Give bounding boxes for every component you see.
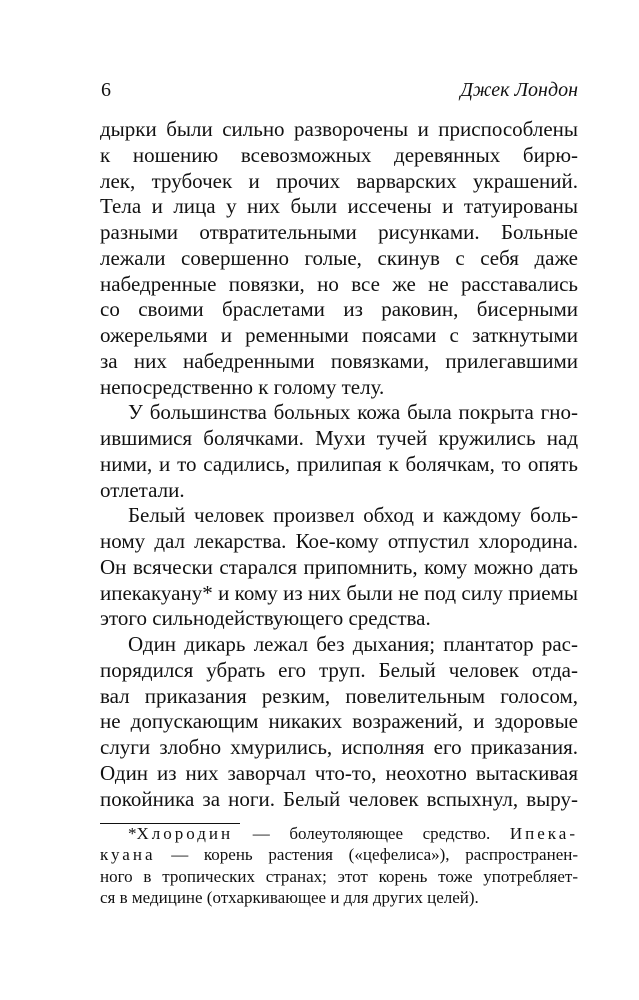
text-line: Тела и лица у них были иссечены и татуированы [100, 194, 578, 219]
running-head [100, 77, 578, 103]
footnote-line: ного в тропических странах; этот корень тоже употребляет- [100, 866, 578, 886]
text-line: разными отвратительными рисунками. Больные [100, 220, 578, 244]
footnote-marker: * [128, 824, 137, 843]
text-line: покойника за ноги. Белый человек вспыхнул, выру- [100, 786, 578, 811]
text-line: за них набедренными повязками, прилегавшими [100, 348, 578, 373]
text-line: ному дал лекарства. Кое-кому отпустил хлородина. [100, 529, 578, 553]
text-line: дырки были сильно разворочены и приспособлены [100, 117, 578, 141]
text-line: к ношению всевозможных деревянных бирю- [100, 142, 578, 167]
text-line: вал приказания резким, повелительным голосом, [100, 683, 578, 708]
text-line: отлетали. [100, 477, 185, 502]
footnote-term: Хлородин [136, 824, 234, 843]
footnote-line [100, 823, 578, 844]
footnote-term: куана [100, 845, 156, 865]
body-text [100, 117, 578, 812]
footnote-definition: — корень растения («цефелиса»), распространен- [155, 845, 578, 865]
running-title: Джек Лондон [460, 79, 578, 101]
text-line: не допускающим никаких возражений, и здоровые [100, 709, 578, 734]
text-line: лежали совершенно голые, скинув с себя даже [100, 245, 578, 270]
text-line: ожерельями и ременными поясами с заткнутыми [100, 323, 578, 347]
text-line: Один из них заворчал что-то, неохотно вытаскивая [100, 760, 578, 785]
footnote [100, 823, 578, 908]
text-line: слуги злобно хмурились, исполняя его приказания. [100, 735, 578, 759]
text-line: набедренные повязки, но все же не расставались [100, 271, 578, 296]
text-line: ними, и то садились, прилипая к болячкам, то опять [100, 451, 578, 476]
text-line: со своими браслетами из раковин, бисерными [100, 297, 578, 322]
text-line: непосредственно к голому телу. [100, 374, 385, 399]
footnote-line: ся в медицине (отхаркивающее и для других целей). [100, 887, 479, 907]
text-line: Белый человек произвел обход и каждому боль- [128, 503, 578, 528]
footnote-definition: — болеутоляющее средство. [233, 824, 510, 843]
text-line: У большинства больных кожа была покрыта гно- [128, 400, 578, 425]
text-line: лек, трубочек и прочих варварских украшений. [100, 168, 578, 193]
page-number: 6 [101, 79, 111, 101]
text-line: ипекакуану* и кому из них были не под силу приемы [100, 580, 578, 605]
footnote-line [100, 844, 578, 865]
text-line: ившимися болячками. Мухи тучей кружились над [100, 426, 578, 450]
footnote-term: Ипека- [509, 824, 578, 843]
text-line: Один дикарь лежал без дыхания; плантатор рас- [128, 632, 578, 656]
text-line: Он всячески старался припомнить, кому можно дать [100, 554, 578, 579]
text-line: этого сильнодействующего средства. [100, 606, 431, 631]
text-line: порядился убрать его труп. Белый человек отда- [100, 657, 578, 682]
